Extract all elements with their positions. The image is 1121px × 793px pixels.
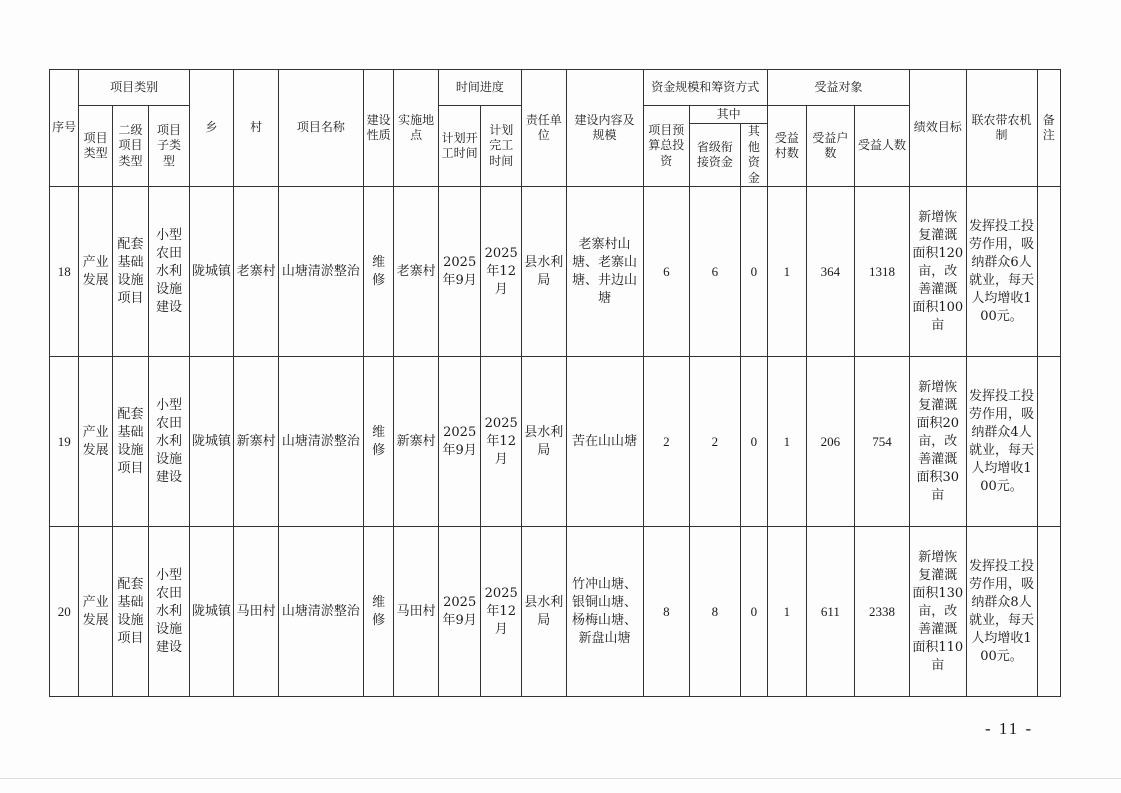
header-seq: 序号 bbox=[50, 70, 79, 187]
cell-town: 陇城镇 bbox=[189, 357, 234, 527]
cell-village: 马田村 bbox=[234, 527, 279, 697]
header-end: 计划完工时间 bbox=[481, 106, 522, 187]
cell-other-funds: 0 bbox=[740, 357, 767, 527]
cell-nature: 维修 bbox=[363, 357, 393, 527]
page-number: - 11 - bbox=[985, 719, 1034, 738]
cell-start: 2025年9月 bbox=[438, 357, 481, 527]
cell-child-type: 小型农田水利设施建设 bbox=[149, 527, 190, 697]
header-sub-type: 二级项目类型 bbox=[112, 106, 148, 187]
cell-seq: 19 bbox=[50, 357, 79, 527]
cell-dept: 县水利局 bbox=[521, 527, 566, 697]
cell-location: 新寨村 bbox=[394, 357, 439, 527]
cell-project-type: 产业发展 bbox=[79, 527, 112, 697]
project-table bbox=[49, 69, 1061, 697]
header-among: 其中 bbox=[690, 106, 768, 124]
cell-prov-funds: 2 bbox=[690, 357, 741, 527]
header-budget: 项目预算总投资 bbox=[643, 106, 690, 187]
header-performance: 绩效目标 bbox=[909, 70, 966, 187]
cell-ben-people: 754 bbox=[855, 357, 910, 527]
header-other-funds: 其他资金 bbox=[740, 124, 767, 187]
header-location: 实施地点 bbox=[394, 70, 439, 187]
cell-project-type: 产业发展 bbox=[79, 187, 112, 357]
cell-start: 2025年9月 bbox=[438, 527, 481, 697]
header-town: 乡 bbox=[189, 70, 234, 187]
header-content: 建设内容及规模 bbox=[566, 70, 643, 187]
header-ben-households: 受益户数 bbox=[806, 106, 855, 187]
cell-sub-type: 配套基础设施项目 bbox=[112, 527, 148, 697]
cell-ben-households: 364 bbox=[806, 187, 855, 357]
cell-ben-people: 1318 bbox=[855, 187, 910, 357]
cell-remark bbox=[1037, 187, 1061, 357]
cell-project-name: 山塘清淤整治 bbox=[278, 187, 363, 357]
cell-ben-households: 206 bbox=[806, 357, 855, 527]
header-remark: 备注 bbox=[1037, 70, 1061, 187]
table-row bbox=[50, 357, 1061, 527]
cell-end: 2025年12月 bbox=[481, 357, 522, 527]
cell-dept: 县水利局 bbox=[521, 187, 566, 357]
header-beneficiary: 受益对象 bbox=[768, 70, 910, 106]
cell-seq: 18 bbox=[50, 187, 79, 357]
header-category: 项目类别 bbox=[79, 70, 189, 106]
cell-link-mechanism: 发挥投工投劳作用，吸纳群众4人就业，每天人均增收100元。 bbox=[966, 357, 1037, 527]
cell-project-name: 山塘清淤整治 bbox=[278, 357, 363, 527]
cell-other-funds: 0 bbox=[740, 527, 767, 697]
cell-project-name: 山塘清淤整治 bbox=[278, 527, 363, 697]
cell-start: 2025年9月 bbox=[438, 187, 481, 357]
cell-town: 陇城镇 bbox=[189, 527, 234, 697]
cell-child-type: 小型农田水利设施建设 bbox=[149, 187, 190, 357]
cell-ben-villages: 1 bbox=[768, 357, 806, 527]
cell-child-type: 小型农田水利设施建设 bbox=[149, 357, 190, 527]
cell-content: 苦在山山塘 bbox=[566, 357, 643, 527]
header-funds: 资金规模和筹资方式 bbox=[643, 70, 768, 106]
cell-ben-households: 611 bbox=[806, 527, 855, 697]
header-village: 村 bbox=[234, 70, 279, 187]
cell-budget: 6 bbox=[643, 187, 690, 357]
header-child-type: 项目子类型 bbox=[149, 106, 190, 187]
cell-ben-villages: 1 bbox=[768, 527, 806, 697]
header-project-type: 项目类型 bbox=[79, 106, 112, 187]
cell-ben-people: 2338 bbox=[855, 527, 910, 697]
header-schedule: 时间进度 bbox=[438, 70, 521, 106]
header-start: 计划开工时间 bbox=[438, 106, 481, 187]
cell-seq: 20 bbox=[50, 527, 79, 697]
cell-village: 新寨村 bbox=[234, 357, 279, 527]
header-ben-villages: 受益村数 bbox=[768, 106, 806, 187]
cell-nature: 维修 bbox=[363, 527, 393, 697]
cell-remark bbox=[1037, 527, 1061, 697]
cell-performance: 新增恢复灌溉面积20亩，改善灌溉面积30亩 bbox=[909, 357, 966, 527]
cell-content: 竹冲山塘、银铜山塘、杨梅山塘、新盘山塘 bbox=[566, 527, 643, 697]
header-prov-funds: 省级衔接资金 bbox=[690, 124, 741, 187]
cell-sub-type: 配套基础设施项目 bbox=[112, 187, 148, 357]
cell-sub-type: 配套基础设施项目 bbox=[112, 357, 148, 527]
cell-location: 老寨村 bbox=[394, 187, 439, 357]
cell-prov-funds: 6 bbox=[690, 187, 741, 357]
cell-town: 陇城镇 bbox=[189, 187, 234, 357]
cell-prov-funds: 8 bbox=[690, 527, 741, 697]
cell-link-mechanism: 发挥投工投劳作用，吸纳群众8人就业，每天人均增收100元。 bbox=[966, 527, 1037, 697]
cell-remark bbox=[1037, 357, 1061, 527]
cell-nature: 维修 bbox=[363, 187, 393, 357]
header-project-name: 项目名称 bbox=[278, 70, 363, 187]
header-ben-people: 受益人数 bbox=[855, 106, 910, 187]
cell-end: 2025年12月 bbox=[481, 187, 522, 357]
cell-budget: 8 bbox=[643, 527, 690, 697]
cell-link-mechanism: 发挥投工投劳作用，吸纳群众6人就业，每天人均增收100元。 bbox=[966, 187, 1037, 357]
table-row bbox=[50, 527, 1061, 697]
cell-performance: 新增恢复灌溉面积120亩，改善灌溉面积100亩 bbox=[909, 187, 966, 357]
cell-end: 2025年12月 bbox=[481, 527, 522, 697]
table-row bbox=[50, 187, 1061, 357]
header-nature: 建设性质 bbox=[363, 70, 393, 187]
cell-performance: 新增恢复灌溉面积130亩，改善灌溉面积110亩 bbox=[909, 527, 966, 697]
cell-dept: 县水利局 bbox=[521, 357, 566, 527]
cell-budget: 2 bbox=[643, 357, 690, 527]
cell-village: 老寨村 bbox=[234, 187, 279, 357]
cell-location: 马田村 bbox=[394, 527, 439, 697]
scan-edge-line bbox=[0, 778, 1121, 779]
cell-content: 老寨村山塘、老寨山塘、井边山塘 bbox=[566, 187, 643, 357]
header-dept: 责任单位 bbox=[521, 70, 566, 187]
cell-project-type: 产业发展 bbox=[79, 357, 112, 527]
cell-ben-villages: 1 bbox=[768, 187, 806, 357]
cell-other-funds: 0 bbox=[740, 187, 767, 357]
header-link-mechanism: 联农带农机制 bbox=[966, 70, 1037, 187]
